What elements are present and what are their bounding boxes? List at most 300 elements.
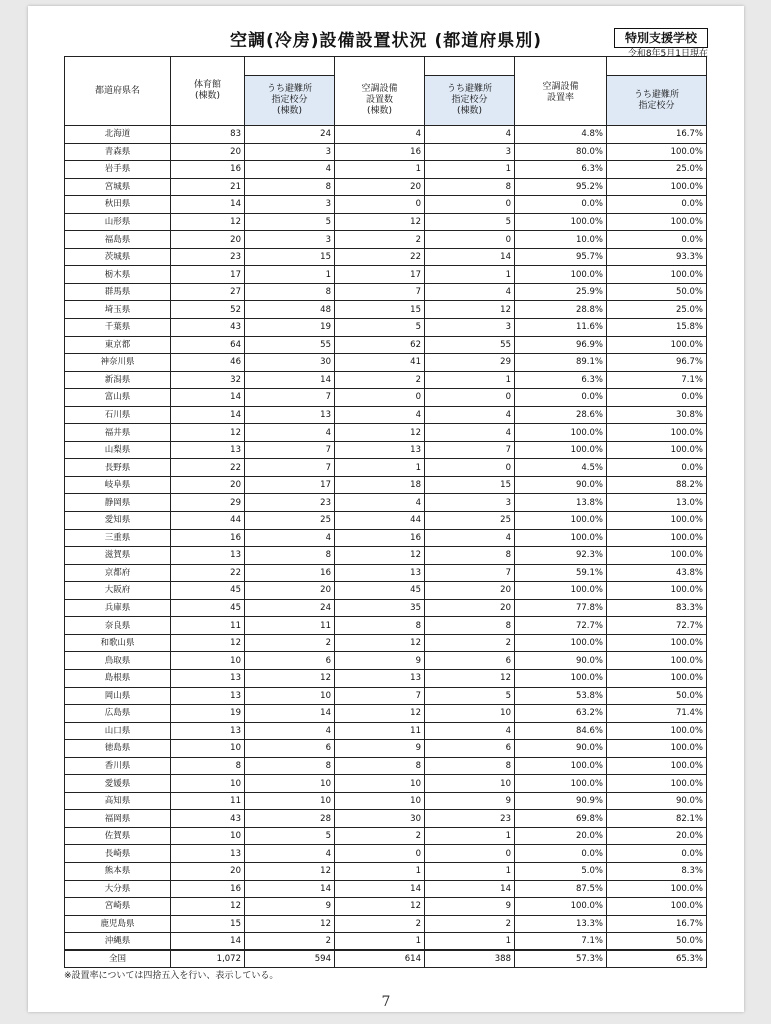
ac-rate-cell: 87.5% [515, 880, 607, 898]
ac-count-cell: 614 [335, 950, 425, 968]
ac-rate-cell: 7.1% [515, 933, 607, 951]
rate-shelter-cell: 0.0% [607, 459, 707, 477]
gym-cell: 20 [171, 143, 245, 161]
gym-cell: 12 [171, 634, 245, 652]
ac-count-cell: 8 [335, 757, 425, 775]
prefecture-cell: 愛媛県 [65, 775, 171, 793]
ac-rate-cell: 63.2% [515, 705, 607, 723]
table-row [65, 599, 707, 617]
gym-shelter-cell: 48 [245, 301, 335, 319]
prefecture-cell: 山梨県 [65, 441, 171, 459]
ac-count-cell: 12 [335, 547, 425, 565]
rate-shelter-cell: 100.0% [607, 880, 707, 898]
rate-shelter-cell: 100.0% [607, 740, 707, 758]
gym-cell: 13 [171, 547, 245, 565]
prefecture-cell: 高知県 [65, 792, 171, 810]
rate-shelter-cell: 93.3% [607, 248, 707, 266]
ac-rate-cell: 11.6% [515, 319, 607, 337]
gym-cell: 17 [171, 266, 245, 284]
ac-count-cell: 9 [335, 740, 425, 758]
gym-cell: 46 [171, 354, 245, 372]
gym-shelter-cell: 11 [245, 617, 335, 635]
gym-shelter-cell: 1 [245, 266, 335, 284]
ac-rate-cell: 100.0% [515, 634, 607, 652]
rate-shelter-cell: 100.0% [607, 512, 707, 530]
table-row [65, 494, 707, 512]
gym-shelter-cell: 19 [245, 319, 335, 337]
prefecture-cell: 三重県 [65, 529, 171, 547]
ac-rate-cell: 100.0% [515, 775, 607, 793]
gym-shelter-cell: 23 [245, 494, 335, 512]
table-row [65, 915, 707, 933]
rate-shelter-cell: 100.0% [607, 669, 707, 687]
table-row [65, 652, 707, 670]
gym-shelter-cell: 12 [245, 862, 335, 880]
prefecture-cell: 石川県 [65, 406, 171, 424]
table-row [65, 757, 707, 775]
gym-cell: 13 [171, 669, 245, 687]
gym-cell: 11 [171, 792, 245, 810]
gym-cell: 13 [171, 845, 245, 863]
gym-shelter-cell: 3 [245, 231, 335, 249]
ac-count-cell: 7 [335, 283, 425, 301]
gym-shelter-cell: 7 [245, 441, 335, 459]
rate-shelter-cell: 16.7% [607, 915, 707, 933]
gym-shelter-cell: 4 [245, 845, 335, 863]
ac-rate-cell: 13.8% [515, 494, 607, 512]
ac-rate-cell: 90.0% [515, 652, 607, 670]
prefecture-cell: 長崎県 [65, 845, 171, 863]
table-row [65, 775, 707, 793]
prefecture-cell: 佐賀県 [65, 827, 171, 845]
table-row [65, 406, 707, 424]
prefecture-cell: 群馬県 [65, 283, 171, 301]
ac-shelter-cell: 6 [425, 740, 515, 758]
ac-count-cell: 44 [335, 512, 425, 530]
table-row [65, 722, 707, 740]
gym-shelter-cell: 14 [245, 880, 335, 898]
ac-count-cell: 12 [335, 705, 425, 723]
ac-rate-cell: 90.9% [515, 792, 607, 810]
ac-count-cell: 12 [335, 634, 425, 652]
ac-shelter-cell: 388 [425, 950, 515, 968]
ac-shelter-cell: 5 [425, 213, 515, 231]
gym-cell: 29 [171, 494, 245, 512]
ac-count-cell: 12 [335, 424, 425, 442]
ac-count-cell: 7 [335, 687, 425, 705]
prefecture-cell: 長野県 [65, 459, 171, 477]
ac-rate-cell: 69.8% [515, 810, 607, 828]
ac-count-cell: 4 [335, 406, 425, 424]
ac-count-cell: 17 [335, 266, 425, 284]
gym-cell: 10 [171, 827, 245, 845]
table-row [65, 371, 707, 389]
prefecture-cell: 大分県 [65, 880, 171, 898]
ac-rate-cell: 95.2% [515, 178, 607, 196]
ac-count-cell: 13 [335, 564, 425, 582]
ac-count-cell: 2 [335, 915, 425, 933]
header-gap-3 [425, 57, 515, 76]
table-row [65, 178, 707, 196]
ac-rate-cell: 100.0% [515, 512, 607, 530]
ac-rate-cell: 13.3% [515, 915, 607, 933]
gym-shelter-cell: 2 [245, 933, 335, 951]
ac-shelter-cell: 9 [425, 792, 515, 810]
ac-shelter-cell: 6 [425, 652, 515, 670]
rate-shelter-cell: 100.0% [607, 143, 707, 161]
prefecture-cell: 静岡県 [65, 494, 171, 512]
ac-rate-cell: 92.3% [515, 547, 607, 565]
table-row [65, 687, 707, 705]
ac-rate-cell: 89.1% [515, 354, 607, 372]
header-gap-4 [515, 57, 607, 76]
ac-shelter-cell: 0 [425, 845, 515, 863]
gym-cell: 32 [171, 371, 245, 389]
rate-shelter-cell: 100.0% [607, 213, 707, 231]
table-row [65, 231, 707, 249]
rate-shelter-cell: 100.0% [607, 178, 707, 196]
rate-shelter-cell: 50.0% [607, 687, 707, 705]
rate-shelter-cell: 90.0% [607, 792, 707, 810]
table-row [65, 143, 707, 161]
ac-rate-cell: 90.0% [515, 476, 607, 494]
rate-shelter-cell: 8.3% [607, 862, 707, 880]
ac-shelter-cell: 9 [425, 898, 515, 916]
gym-cell: 83 [171, 126, 245, 144]
prefecture-cell: 神奈川県 [65, 354, 171, 372]
ac-shelter-cell: 8 [425, 178, 515, 196]
ac-rate-cell: 0.0% [515, 389, 607, 407]
rate-shelter-cell: 100.0% [607, 441, 707, 459]
gym-shelter-cell: 594 [245, 950, 335, 968]
ac-shelter-cell: 2 [425, 634, 515, 652]
gym-cell: 10 [171, 652, 245, 670]
gym-shelter-cell: 10 [245, 687, 335, 705]
total-row [65, 950, 707, 968]
ac-shelter-cell: 0 [425, 196, 515, 214]
ac-rate-cell: 4.5% [515, 459, 607, 477]
ac-shelter-cell: 2 [425, 915, 515, 933]
rate-shelter-cell: 15.8% [607, 319, 707, 337]
prefecture-cell: 千葉県 [65, 319, 171, 337]
ac-shelter-cell: 1 [425, 862, 515, 880]
prefecture-cell: 青森県 [65, 143, 171, 161]
prefecture-cell: 福井県 [65, 424, 171, 442]
rate-shelter-cell: 100.0% [607, 424, 707, 442]
gym-shelter-cell: 16 [245, 564, 335, 582]
table-row [65, 476, 707, 494]
ac-rate-cell: 10.0% [515, 231, 607, 249]
ac-shelter-cell: 25 [425, 512, 515, 530]
ac-rate-cell: 100.0% [515, 213, 607, 231]
table-row [65, 389, 707, 407]
ac-shelter-cell: 20 [425, 582, 515, 600]
ac-shelter-cell: 8 [425, 547, 515, 565]
ac-shelter-cell: 4 [425, 722, 515, 740]
table-row [65, 810, 707, 828]
table-row [65, 441, 707, 459]
rate-shelter-cell: 0.0% [607, 196, 707, 214]
header-rate-shelter: うち避難所 指定校分 [607, 76, 707, 126]
prefecture-cell: 沖縄県 [65, 933, 171, 951]
header-gap-1 [245, 57, 335, 76]
gym-cell: 19 [171, 705, 245, 723]
table-row [65, 792, 707, 810]
gym-shelter-cell: 55 [245, 336, 335, 354]
gym-cell: 11 [171, 617, 245, 635]
ac-shelter-cell: 1 [425, 266, 515, 284]
gym-cell: 10 [171, 775, 245, 793]
ac-shelter-cell: 55 [425, 336, 515, 354]
ac-rate-cell: 6.3% [515, 161, 607, 179]
prefecture-cell: 兵庫県 [65, 599, 171, 617]
gym-shelter-cell: 4 [245, 529, 335, 547]
rate-shelter-cell: 88.2% [607, 476, 707, 494]
prefecture-cell: 新潟県 [65, 371, 171, 389]
ac-rate-cell: 100.0% [515, 424, 607, 442]
table-row [65, 827, 707, 845]
page-title: 空調(冷房)設備設置状況 (都道府県別) [230, 31, 542, 51]
rate-shelter-cell: 50.0% [607, 933, 707, 951]
ac-count-cell: 5 [335, 319, 425, 337]
ac-shelter-cell: 4 [425, 406, 515, 424]
table-body [65, 126, 707, 968]
gym-shelter-cell: 8 [245, 547, 335, 565]
table-row [65, 705, 707, 723]
gym-shelter-cell: 28 [245, 810, 335, 828]
ac-count-cell: 22 [335, 248, 425, 266]
ac-shelter-cell: 14 [425, 248, 515, 266]
ac-count-cell: 20 [335, 178, 425, 196]
table-row [65, 862, 707, 880]
prefecture-cell: 茨城県 [65, 248, 171, 266]
ac-count-cell: 4 [335, 126, 425, 144]
gym-cell: 22 [171, 459, 245, 477]
prefecture-cell: 岐阜県 [65, 476, 171, 494]
gym-shelter-cell: 30 [245, 354, 335, 372]
table-row [65, 634, 707, 652]
rate-shelter-cell: 30.8% [607, 406, 707, 424]
as-of-date: 令和8年5月1日現在 [627, 49, 708, 59]
ac-count-cell: 8 [335, 617, 425, 635]
rate-shelter-cell: 82.1% [607, 810, 707, 828]
rate-shelter-cell: 13.0% [607, 494, 707, 512]
header-ac-count: 空調設備 設置数 (棟数) [335, 76, 425, 126]
ac-rate-cell: 28.8% [515, 301, 607, 319]
prefecture-cell: 全国 [65, 950, 171, 968]
ac-rate-cell: 96.9% [515, 336, 607, 354]
table-row [65, 547, 707, 565]
table-row [65, 880, 707, 898]
gym-cell: 20 [171, 862, 245, 880]
gym-cell: 14 [171, 406, 245, 424]
ac-rate-cell: 28.6% [515, 406, 607, 424]
ac-shelter-cell: 1 [425, 933, 515, 951]
prefecture-cell: 岩手県 [65, 161, 171, 179]
ac-shelter-cell: 5 [425, 687, 515, 705]
gym-cell: 43 [171, 810, 245, 828]
header-gap-5 [607, 57, 707, 76]
prefecture-cell: 富山県 [65, 389, 171, 407]
prefecture-cell: 和歌山県 [65, 634, 171, 652]
school-type-badge: 特別支援学校 [614, 28, 708, 48]
gym-cell: 52 [171, 301, 245, 319]
rate-shelter-cell: 65.3% [607, 950, 707, 968]
gym-shelter-cell: 12 [245, 915, 335, 933]
ac-shelter-cell: 3 [425, 319, 515, 337]
prefecture-cell: 愛知県 [65, 512, 171, 530]
table-row [65, 512, 707, 530]
ac-rate-cell: 5.0% [515, 862, 607, 880]
ac-count-cell: 0 [335, 389, 425, 407]
ac-count-cell: 4 [335, 494, 425, 512]
rate-shelter-cell: 50.0% [607, 283, 707, 301]
rate-shelter-cell: 96.7% [607, 354, 707, 372]
rate-shelter-cell: 100.0% [607, 336, 707, 354]
ac-rate-cell: 59.1% [515, 564, 607, 582]
gym-shelter-cell: 5 [245, 213, 335, 231]
prefecture-cell: 熊本県 [65, 862, 171, 880]
rate-shelter-cell: 0.0% [607, 845, 707, 863]
table-row [65, 283, 707, 301]
table-row [65, 161, 707, 179]
rate-shelter-cell: 100.0% [607, 634, 707, 652]
ac-shelter-cell: 8 [425, 617, 515, 635]
ac-rate-cell: 95.7% [515, 248, 607, 266]
ac-rate-cell: 25.9% [515, 283, 607, 301]
prefecture-cell: 鳥取県 [65, 652, 171, 670]
gym-cell: 13 [171, 722, 245, 740]
ac-count-cell: 16 [335, 529, 425, 547]
table-row [65, 126, 707, 144]
ac-shelter-cell: 0 [425, 459, 515, 477]
prefecture-cell: 岡山県 [65, 687, 171, 705]
ac-count-cell: 9 [335, 652, 425, 670]
prefecture-cell: 山形県 [65, 213, 171, 231]
ac-count-cell: 2 [335, 231, 425, 249]
ac-rate-cell: 0.0% [515, 196, 607, 214]
prefecture-cell: 山口県 [65, 722, 171, 740]
table-row [65, 213, 707, 231]
gym-shelter-cell: 24 [245, 599, 335, 617]
ac-shelter-cell: 7 [425, 564, 515, 582]
ac-shelter-cell: 10 [425, 705, 515, 723]
ac-shelter-cell: 7 [425, 441, 515, 459]
rate-shelter-cell: 100.0% [607, 898, 707, 916]
rate-shelter-cell: 100.0% [607, 775, 707, 793]
gym-shelter-cell: 10 [245, 792, 335, 810]
ac-rate-cell: 4.8% [515, 126, 607, 144]
ac-count-cell: 1 [335, 161, 425, 179]
table-row [65, 740, 707, 758]
ac-count-cell: 10 [335, 775, 425, 793]
ac-count-cell: 1 [335, 459, 425, 477]
gym-shelter-cell: 7 [245, 459, 335, 477]
rate-shelter-cell: 16.7% [607, 126, 707, 144]
prefecture-cell: 滋賀県 [65, 547, 171, 565]
ac-count-cell: 14 [335, 880, 425, 898]
ac-shelter-cell: 4 [425, 126, 515, 144]
table-row [65, 564, 707, 582]
ac-shelter-cell: 1 [425, 161, 515, 179]
prefecture-ac-table [64, 56, 707, 968]
gym-cell: 21 [171, 178, 245, 196]
ac-shelter-cell: 0 [425, 231, 515, 249]
ac-rate-cell: 100.0% [515, 582, 607, 600]
gym-shelter-cell: 2 [245, 634, 335, 652]
gym-shelter-cell: 25 [245, 512, 335, 530]
ac-count-cell: 12 [335, 898, 425, 916]
ac-rate-cell: 72.7% [515, 617, 607, 635]
gym-cell: 64 [171, 336, 245, 354]
table-row [65, 459, 707, 477]
rate-shelter-cell: 83.3% [607, 599, 707, 617]
table-row [65, 354, 707, 372]
gym-shelter-cell: 5 [245, 827, 335, 845]
gym-cell: 45 [171, 599, 245, 617]
prefecture-cell: 鹿児島県 [65, 915, 171, 933]
prefecture-cell: 栃木県 [65, 266, 171, 284]
ac-shelter-cell: 0 [425, 389, 515, 407]
prefecture-cell: 京都府 [65, 564, 171, 582]
ac-count-cell: 35 [335, 599, 425, 617]
gym-cell: 13 [171, 687, 245, 705]
rate-shelter-cell: 100.0% [607, 652, 707, 670]
table-row [65, 336, 707, 354]
gym-cell: 13 [171, 441, 245, 459]
table-row [65, 196, 707, 214]
gym-cell: 20 [171, 476, 245, 494]
header-ac-rate: 空調設備 設置率 [515, 76, 607, 126]
gym-cell: 12 [171, 213, 245, 231]
table-row [65, 266, 707, 284]
ac-shelter-cell: 10 [425, 775, 515, 793]
rate-shelter-cell: 100.0% [607, 266, 707, 284]
ac-shelter-cell: 29 [425, 354, 515, 372]
ac-rate-cell: 100.0% [515, 757, 607, 775]
gym-cell: 1,072 [171, 950, 245, 968]
header-ac-shelter: うち避難所 指定校分 (棟数) [425, 76, 515, 126]
gym-shelter-cell: 4 [245, 161, 335, 179]
gym-shelter-cell: 4 [245, 424, 335, 442]
ac-rate-cell: 20.0% [515, 827, 607, 845]
ac-count-cell: 13 [335, 669, 425, 687]
ac-shelter-cell: 1 [425, 827, 515, 845]
table-row [65, 529, 707, 547]
ac-count-cell: 18 [335, 476, 425, 494]
prefecture-cell: 宮崎県 [65, 898, 171, 916]
table-row [65, 669, 707, 687]
ac-rate-cell: 84.6% [515, 722, 607, 740]
gym-shelter-cell: 3 [245, 196, 335, 214]
ac-rate-cell: 80.0% [515, 143, 607, 161]
rate-shelter-cell: 25.0% [607, 161, 707, 179]
rate-shelter-cell: 0.0% [607, 231, 707, 249]
table-row [65, 933, 707, 951]
prefecture-cell: 奈良県 [65, 617, 171, 635]
ac-rate-cell: 0.0% [515, 845, 607, 863]
table-row [65, 319, 707, 337]
gym-shelter-cell: 3 [245, 143, 335, 161]
gym-shelter-cell: 9 [245, 898, 335, 916]
rate-shelter-cell: 7.1% [607, 371, 707, 389]
prefecture-cell: 宮城県 [65, 178, 171, 196]
ac-rate-cell: 100.0% [515, 529, 607, 547]
rate-shelter-cell: 0.0% [607, 389, 707, 407]
gym-shelter-cell: 14 [245, 371, 335, 389]
ac-shelter-cell: 12 [425, 301, 515, 319]
gym-cell: 22 [171, 564, 245, 582]
